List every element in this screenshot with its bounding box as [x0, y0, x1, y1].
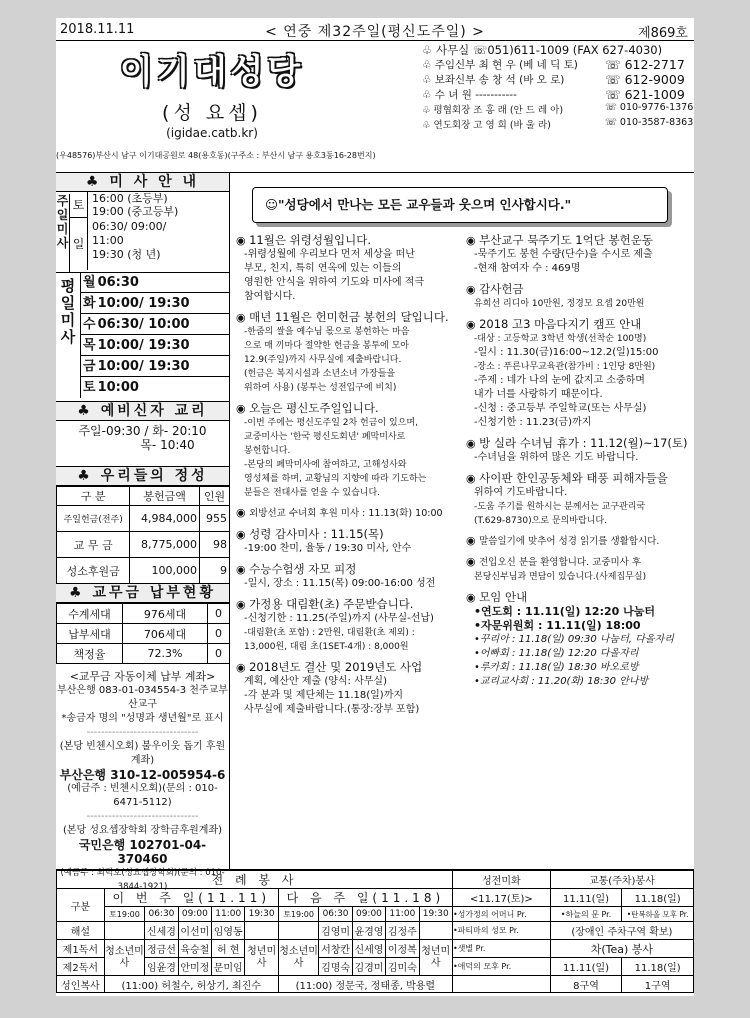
brand-block: [56, 42, 376, 170]
table-row: 책정율 72.3% 0: [57, 644, 230, 664]
table-header-row: [57, 871, 694, 889]
bulletin-title: < 연중 제32주일(평신도주일) >: [265, 24, 485, 40]
table-row: 성인복사 (11:00) 허철수, 허상기, 최진수 (11:00) 정문국, 정태종, 박용렬 8구역 1구역: [57, 976, 694, 993]
left-panel: [56, 173, 230, 892]
schedule-title: 전 례 봉 사: [57, 871, 453, 889]
news-item: ◉ 2018 고3 마음다지기 캠프 안내 -대상 : 고등학교 3학년 학생(선착순 100명) -일시 : 11.30(금)16:00~12.2(일)15:00 -장소 : 푸른나무교육관(참가비 : 1인당 8만원) -주제 : 네가 나의 눈에 값지고 소중하며 내가 너를 사랑하기 때문이다. -신청 : 중고등부 주일학교(또는 사무실) -신청기한 : 11.23(금)까지: [466, 317, 692, 430]
table-row: 주일헌금(전주) 4,984,000 955: [57, 506, 230, 532]
contact-assistant: ♧ 보좌신부 송 창 석 (바 오 로) ☏ 612-9009: [422, 72, 685, 87]
bulletin-page: [56, 18, 694, 996]
bulletin-date: 2018.11.11: [60, 22, 135, 37]
meeting-item: •연도회 : 11.11(일) 12:20 나눔터: [474, 605, 655, 618]
news-item: ◉ 수능수험생 자모 피정 -일시, 장소 : 11.15(목) 09:00-16:00 성전: [236, 562, 462, 591]
weekday-row: 금 10:00/ 19:30: [80, 356, 230, 377]
news-item: ◉ 외방선교 수녀회 후원 미사 : 11.13(화) 10:00: [236, 506, 462, 521]
news-item: ◉ 감사헌금 유희선 리디아 10만원, 정경모 요셉 20만원: [466, 282, 692, 311]
news-item: ◉ 오늘은 평신도주일입니다. -이번 주에는 평신도주일 2차 헌금이 있으며, 교중미사는 '한국 평신도회년' 폐막미사로 봉헌합니다. -본당의 폐막미사에 참여하고, 고해성사와 영성체를 하며, 교황님의 지향에 따라 기도하는 분들은 전대사를 얻을 수 있습니다.: [236, 401, 462, 500]
catechumen-schedule: 주일-09:30 / 화- 20:10 목- 10:40: [56, 421, 229, 467]
news-panel: [230, 173, 694, 869]
liturgy-schedule: [56, 869, 694, 996]
contact-yeondo: ♧ 연도회장 고 영 희 (바 울 라) ☏ 010-3587-8363: [422, 117, 694, 131]
contact-pastor: ♧ 주임신부 최 현 우 (베 네 딕 토) ☏ 612-2717: [422, 57, 685, 72]
header-divider: [56, 40, 694, 41]
church-name: 이기대성당: [119, 52, 305, 92]
flower-title: 성전미화: [452, 871, 550, 889]
meetings-block: ◉ 모임 안내 •연도회 : 11.11(일) 12:20 나눔터 •자문위원회 : 11.11(일) 18:00 •꾸리아 : 11.18(일) 09:30 나눔터, 다올자리 •어빠회 : 11.18(일) 12:20 다올자리 •루카회 : 11.18(일) 18:30 바오로방 •교리교사회 : 11.20(화) 18:30 안나방: [466, 590, 692, 689]
weekday-list: [80, 272, 230, 398]
weekday-mass-label: 평일미사: [60, 277, 76, 346]
meeting-item: •루카회 : 11.18(일) 18:30 바오로방: [474, 662, 639, 673]
sat-times: 16:00 (초등부) 19:00 (중고등부): [92, 192, 179, 218]
table-row: 수계세대 976세대 0: [57, 604, 230, 624]
news-item: ◉ 방 실라 수녀님 휴가 : 11.12(월)~17(토) -수녀님을 위하여 많은 기도 바랍니다.: [466, 436, 692, 465]
meeting-item: •교리교사회 : 11.20(화) 18:30 안나방: [474, 676, 649, 687]
table-row: 교 무 금 8,775,000 98: [57, 532, 230, 558]
parking-title: 교통(주차)봉사: [550, 871, 693, 889]
table-row: 성소후원금 100,000 9: [57, 558, 230, 584]
table-row: 제1독서 청소년미사 정금선 육승철 허 현 청년미사 청소년미사 서창칸 신세영 이정복 청년미사 •샛별 Pr. 차(Tea) 봉사: [57, 940, 694, 958]
mass-schedule: [56, 192, 229, 402]
contact-council: ♧ 평협회장 조 홍 래 (안 드 레 아) ☏ 010-9776-1376: [422, 102, 694, 116]
contact-office: ♧ 사무실 ☏051)611-1009 (FAX 627-4030): [422, 43, 663, 57]
sun-times: 06:30/ 09:00/ 11:00 19:30 (청 년): [92, 220, 167, 261]
news-column-right: [466, 233, 692, 695]
tea-title: 차(Tea) 봉사: [550, 940, 693, 958]
issue-number: 제869호: [638, 26, 688, 41]
weekday-row: 월 06:30: [80, 272, 230, 293]
meeting-item: •어빠회 : 11.18(일) 12:20 다올자리: [474, 648, 639, 659]
news-item: ◉ 사이판 한인공동체와 태풍 피해자들을 위하여 기도바랍니다. -도움 주기를 원하시는 분께서는 교구관리국 (T.629-8730)으로 문의바랍니다.: [466, 471, 692, 528]
top-bar: [56, 20, 694, 40]
offering-section-title: ♣ 우리들의 정성: [56, 467, 229, 486]
sun-label: 일: [70, 218, 88, 270]
news-item: ◉ 부산교구 묵주기도 1억단 봉헌운동 -묵주기도 봉헌 수량(단수)을 수시로 제출 -현재 참여자 수 : 469명: [466, 233, 692, 276]
table-row: 납부세대 706세대 0: [57, 624, 230, 644]
table-header-row: 구 분 봉헌금액 인원: [57, 487, 230, 506]
news-item: ◉ 11월은 위령성월입니다. -위령성월에 우리보다 먼저 세상을 떠난 부모, 친지, 특히 연옥에 있는 이들의 영원한 안식을 위하여 기도와 미사에 적극 참여합시다.: [236, 233, 462, 304]
dues-section-title: ♣ 교무금 납부현황: [56, 584, 229, 603]
greeting-banner: ☺"성당에서 만나는 모든 교우들과 웃으며 인사합시다.": [252, 187, 668, 223]
meeting-item: •자문위원회 : 11.11(일) 18:00: [474, 619, 641, 632]
news-item: ◉ 말씀일기에 맞추어 성경 읽기를 생활합시다.: [466, 534, 692, 549]
news-item: ◉ 성령 감사미사 : 11.15(목) -19:00 찬미, 율동 / 19:30 미사, 안수: [236, 527, 462, 556]
contacts-list: [422, 42, 692, 132]
mass-section-title: ♣ 미 사 안 내: [56, 173, 229, 192]
church-subtitle: (성 요셉): [162, 102, 262, 124]
church-address: (우48576)부산시 남구 이기대공원로 48(용호동)(구주소 : 부산시 남구 용호3동16-28번지): [56, 151, 376, 160]
dues-table: [56, 603, 230, 664]
weekday-row: 목 10:00/ 19:30: [80, 335, 230, 356]
sat-label: 토: [70, 192, 88, 218]
meeting-item: •꾸리아 : 11.18(일) 09:30 나눔터, 다올자리: [474, 634, 674, 645]
table-header-row: 구분 이 번 주 일(11.11) 다 음 주 일(11.18) <11.17(토)> 11.11(일) 11.18(일): [57, 889, 694, 907]
service-table: [56, 870, 694, 993]
contact-convent: ♧ 수 녀 원 ----------- ☏ 621-1009: [422, 87, 685, 102]
weekday-row: 수 06:30/ 10:00: [80, 314, 230, 335]
news-item: ◉ 가정용 대림환(초) 주문받습니다. -신청기한 : 11.25(주일)까지 (사무실-선납) -대림환(초 포함) : 2만원, 대림환(초 제외) : 13,000원, 대림 초(1SET-4개) : 8,000원: [236, 597, 462, 654]
table-row: 제2독서 임윤경 안미정 문미임 김명숙 김경미 김미숙 •애덕의 모후 Pr. 11.11(일) 11.18(일): [57, 958, 694, 976]
sunday-mass-label: 주일미사: [56, 194, 70, 272]
news-item: ◉ 전입오신 분을 환영합니다. 교중미사 후 본당신부님과 면담이 있습니다.(사제집무실): [466, 555, 692, 584]
church-url[interactable]: (igidae.catb.kr): [166, 126, 258, 140]
table-row: 해설 신세경 이선미 임영동 김영미 윤경영 김정주 •파티마의 성모 Pr. (장애인 주차구역 확보): [57, 922, 694, 940]
news-item: ◉ 매년 11월은 헌미헌금 봉헌의 달입니다. -한줌의 쌀을 예수님 몫으로 봉헌하는 마음 으로 매 끼마다 절약한 헌금을 봉투에 모아 12.9(주일)까지 사무실에 제출바랍니다. (헌금은 복지시설과 소년소녀 가장들을 위하여 사용) (봉투는 성전입구에 비치): [236, 310, 462, 395]
news-item: ◉ 2018년도 결산 및 2019년도 사업 계획, 예산안 제출 (양식: 사무실) -각 분과 및 제단체는 11.18(일)까지 사무실에 제출바랍니다.(통장:장부 포함): [236, 660, 462, 717]
news-column-left: [236, 233, 462, 723]
catechumen-section-title: ♣ 예비신자 교리: [56, 402, 229, 421]
weekday-row: 화 10:00/ 19:30: [80, 293, 230, 314]
table-header-row: 토19:00 06:30 09:00 11:00 19:30 토19:00 06:30 09:00 11:00 19:30 •성가정의 어머니 Pr. •하늘의 문 Pr. •탄복하올 모후 Pr.: [57, 907, 694, 922]
bank-accounts: <교무금 자동이체 납부 계좌> 부산은행 083-01-034554-3 천주교부산교구 *송금자 명의 "성명과 생년월"로 표시 ------------------------------- (본당 빈첸시오회) 불우이웃 돕기 후원계좌) 부산은행 310-12-005954-6 (예금주 : 빈첸시오회)(문의 : 010-6471-5112) ------------------------------- (본당 성요셉장학회 장학금후원계좌) 국민은행 102701-04-370460 (예금주 : 최덕호(성요셉장학회)(문의 : 010-3844-1921): [57, 670, 228, 892]
weekday-row: 토 10:00: [80, 377, 230, 398]
offering-table: [56, 486, 230, 584]
